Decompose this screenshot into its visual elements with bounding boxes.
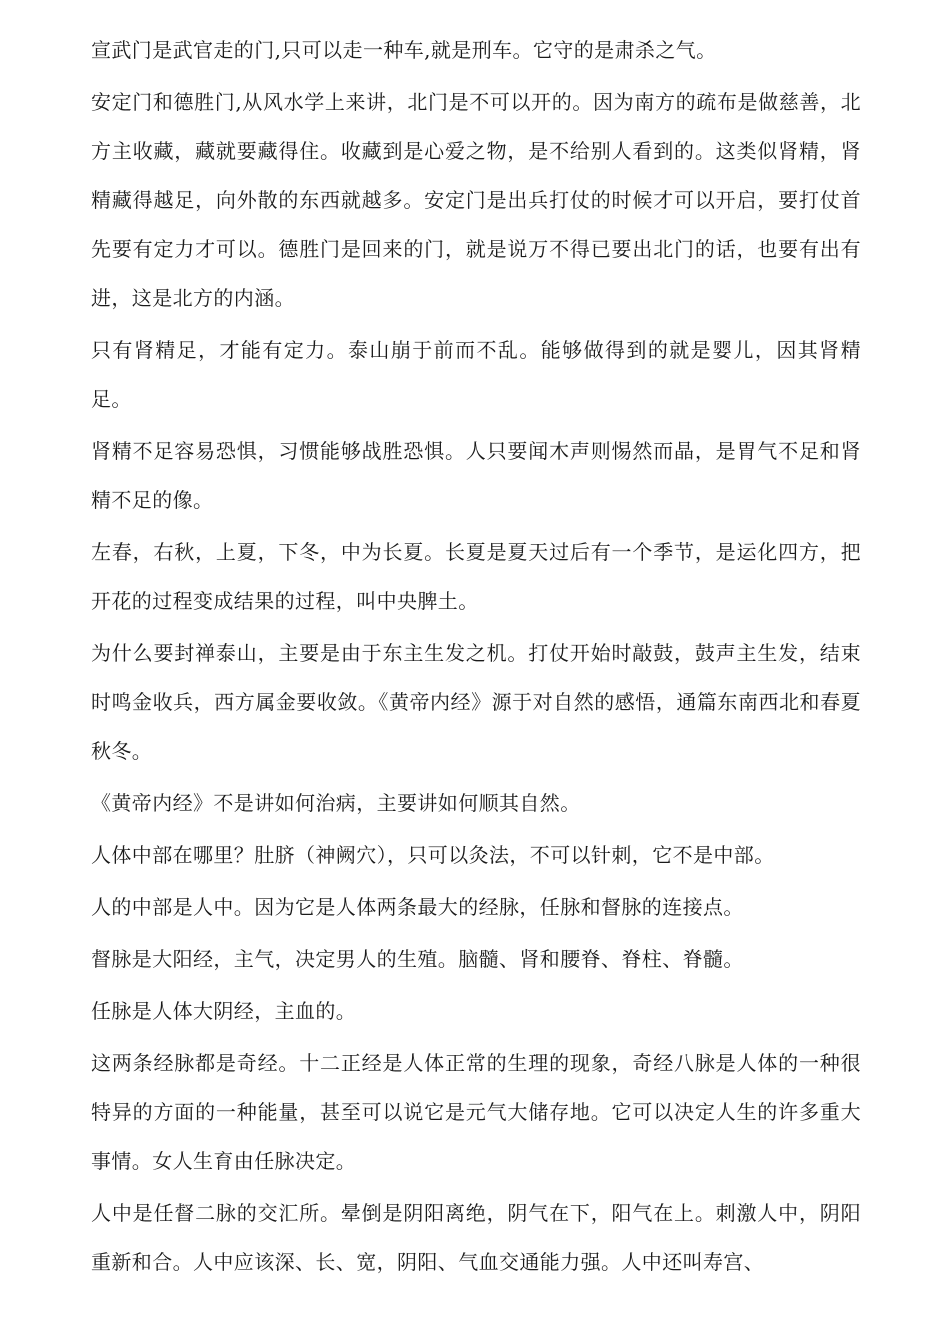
paragraph-fear: 肾精不足容易恐惧，习惯能够战胜恐惧。人只要闻木声则惕然而晶，是胃气不足和肾精不足的像。 (91, 439, 861, 512)
paragraph-xuanwumen: 宣武门是武官走的门,只可以走一种车,就是刑车。它守的是肃杀之气。 (91, 38, 717, 62)
paragraph-renzhong-center: 人的中部是人中。因为它是人体两条最大的经脉，任脉和督脉的连接点。 (91, 895, 744, 919)
paragraph-ren-meridian: 任脉是人体大阴经，主血的。 (91, 999, 357, 1023)
paragraph-anding-desheng-gate: 安定门和德胜门,从风水学上来讲，北门是不可以开的。因为南方的疏布是做慈善，北方主收藏，藏就要藏得住。收藏到是心爱之物，是不给别人看到的。这类似肾精，肾精藏得越足，向外散的东西就越多。安定门是出兵打仗的时候才可以开启，要打仗首先要有定力才可以。德胜门是回来的门，就是说万不得已要出北门的话，也要有出有进，这是北方的内涵。 (91, 90, 861, 310)
paragraph-extraordinary-meridians: 这两条经脉都是奇经。十二正经是人体正常的生理的现象，奇经八脉是人体的一种很特异的方面的一种能量，甚至可以说它是元气大储存地。它可以决定人生的许多重大事情。女人生育由任脉决定。 (91, 1051, 861, 1173)
paragraph-seasons-directions: 左春，右秋，上夏，下冬，中为长夏。长夏是夏天过后有一个季节，是运化四方，把开花的过程变成结果的过程，叫中央脾土。 (91, 540, 861, 613)
document-page (91, 26, 861, 1290)
paragraph-du-meridian: 督脉是大阳经，主气，决定男人的生殖。脑髓、肾和腰脊、脊柱、脊髓。 (91, 947, 744, 971)
paragraph-taishan-ceremony: 为什么要封禅泰山，主要是由于东主生发之机。打仗开始时敲鼓，鼓声主生发，结束时鸣金收兵，西方属金要收敛。《黄帝内经》源于对自然的感悟，通篇东南西北和春夏秋冬。 (91, 641, 861, 763)
paragraph-kidney-essence-composure: 只有肾精足，才能有定力。泰山崩于前而不乱。能够做得到的就是婴儿，因其肾精足。 (91, 338, 861, 411)
paragraph-body-center-question: 人体中部在哪里？肚脐（神阙穴），只可以灸法，不可以针刺，它不是中部。 (91, 843, 775, 867)
paragraph-renzhong-junction: 人中是任督二脉的交汇所。晕倒是阴阳离绝，阴气在下，阳气在上。刺激人中，阴阳重新和合。人中应该深、长、宽，阴阳、气血交通能力强。人中还叫寿宫、 (91, 1201, 861, 1274)
paragraph-huangdi-neijing: 《黄帝内经》不是讲如何治病，主要讲如何顺其自然。 (91, 791, 581, 815)
